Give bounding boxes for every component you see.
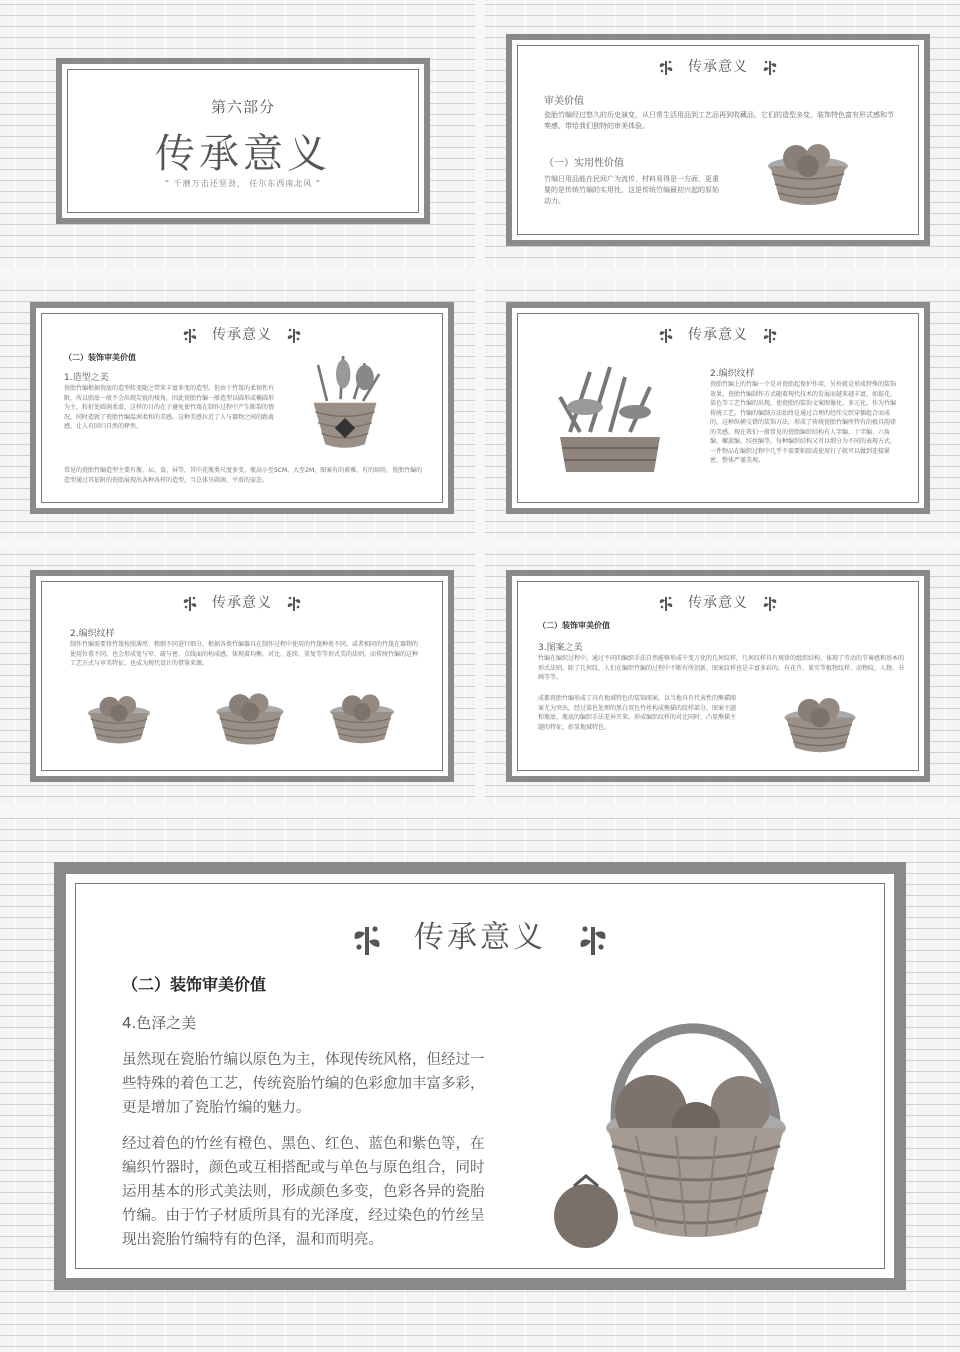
- sprig-icon: [579, 921, 607, 957]
- sprig-icon: [287, 594, 301, 612]
- slide-title: 传承意义: [212, 327, 272, 343]
- basket-illustration: [770, 682, 870, 762]
- section-heading: （二）装饰审美价值: [64, 353, 136, 362]
- subheading: 2.编织纹样: [710, 369, 755, 379]
- section-heading: （二）装饰审美价值: [538, 621, 610, 630]
- sprig-icon: [659, 58, 673, 76]
- slide-title: 传承意义: [688, 595, 748, 611]
- background-gap: [0, 804, 960, 818]
- plant-crate-illustration: [550, 362, 670, 482]
- paragraph: 竹编日用品能在民间广为流传，材料易得是一方面，更重要的是传统竹编的实用性，这是传统竹编最初兴起的原始动力。: [544, 175, 719, 205]
- basket-illustration: [74, 682, 164, 752]
- slide-shape-beauty: [30, 302, 454, 514]
- paragraph: 成都瓷胎竹编形成了具有地域特色的装饰图案，以当地具有代表性的熊猫图案尤为突出，经过染色处理的黑白双色竹丝构成熊猫的纹样部分，图案主题和瓶底、瓶底的编织手法差异开来，形成编织纹样的对比同时，凸显熊猫主题的特征，彰显地域特色。: [538, 695, 737, 731]
- slide-cover: [56, 58, 430, 224]
- slide-header: [68, 912, 892, 957]
- basket-illustration: [758, 126, 858, 216]
- slide-header: [514, 592, 922, 612]
- persimmon-basket-illustration: [546, 986, 846, 1256]
- subheading: 1.造型之美: [64, 373, 109, 383]
- heading-practical: （一）实用性价值: [544, 158, 624, 169]
- slide-header: [38, 592, 446, 612]
- slide-title: 传承意义: [688, 327, 748, 343]
- slide-title: 传承意义: [688, 59, 748, 75]
- paragraph: 常见的瓷胎竹编造型主要有瓶、坛、盒、屏等，其中花瓶类尺度多变，瓶高小至5CM，大至2M，图案有的素雅，有的缤纷。瓷胎竹编的造型通过其依附的瓷胎展现出各种各样的造型，当总体呈圆润、平滑的姿态。: [64, 467, 423, 484]
- sprig-icon: [763, 594, 777, 612]
- slide-title: 传承意义: [212, 595, 272, 611]
- subheading: 3.图案之美: [538, 643, 583, 653]
- slide-color-beauty: [54, 862, 906, 1290]
- sprig-icon: [763, 326, 777, 344]
- slide-aesthetic-value: [506, 34, 930, 246]
- slide-weaving-pattern-2: [30, 570, 454, 782]
- sprig-icon: [353, 921, 381, 957]
- cover-motto: “ 千磨万击还坚劲， 任尔东西南北风 ”: [165, 179, 321, 188]
- sprig-icon: [659, 326, 673, 344]
- heading-aesthetic: 审美价值: [544, 96, 584, 107]
- background-gap: [475, 0, 485, 804]
- slide-header: [38, 324, 446, 344]
- basket-illustration: [208, 678, 292, 754]
- sprig-icon: [183, 326, 197, 344]
- slide-title: 传承意义: [414, 920, 546, 955]
- sprig-icon: [287, 326, 301, 344]
- slide-weaving-pattern: [506, 302, 930, 514]
- basket-illustration: [322, 676, 402, 756]
- paragraph: 经过着色的竹丝有橙色、黑色、红色、蓝色和紫色等，在编织竹器时，颜色或互相搭配或与单色与原色组合，同时运用基本的形式美法则，形成颜色多变，色彩各异的瓷胎竹编。由于竹子材质所具有的光泽度，经过染色的竹丝呈现出瓷胎竹编特有的色泽，温和而明亮。: [122, 1136, 485, 1248]
- slide-header: [514, 56, 922, 76]
- paragraph: 瓷胎竹编上的竹编一个是对瓷胎起保护作用，另外就是形成特殊的装饰效果。瓷胎竹编制作方式随着现代技术的发展而越来越丰富，如提花、染色等工艺竹编的出现，使瓷胎的装饰文案图像化、多元化。作为竹编传统工艺，竹编的编制方法始终是通过合理的经纬交织穿插组合而成的，这种纵横交错的装饰方法，形成了传统瓷胎竹编所特有的极具韵律的美感。现在我们一般常见的瓷胎编织结构有人字编、十字编、六角编、螺旋编、绞丝编等，每种编织结构又可以细分为不同的表现方式，一件物品在编织过程中几乎不需要粘胶或使用钉子就可以做到连接紧密，整体严谨美观。: [710, 381, 897, 464]
- paragraph: 制作竹编需要将竹篾按照薄厚、粗细不同进行细分，根据各类竹编器具在制作过程中使用的竹篾种类不同，或者相同的竹篾在器物的使用位置不同，也会形成宽与窄、疏与密、点线面的构成感，体现着均衡、对比、连续、重复等等形式美的法则。而传统竹编的这种工艺方式与审美特征，也成为现代设计的借鉴来源。: [70, 641, 419, 667]
- section-heading: （二）装饰审美价值: [122, 975, 267, 994]
- cover-title: 传承意义: [155, 131, 331, 177]
- paragraph: 竹编在编织过程中，通过不同的编织手法自然能够形成千变万化的几何纹样，几何纹样具有规律的组织结构，体现了劳动的节奏感和基本的形式法则。除了几何纹，人们在编织竹编的过程中不断有所创新，图案纹样也是丰富多彩的，有花卉、果实等植物纹样、动物纹、人物、书画等等。: [538, 655, 905, 681]
- sprig-icon: [183, 594, 197, 612]
- subheading: 4.色泽之美: [122, 1014, 197, 1032]
- paragraph: 虽然现在瓷胎竹编以原色为主，体现传统风格，但经过一些特殊的着色工艺，传统瓷胎竹编的色彩愈加丰富多彩，更是增加了瓷胎竹编的魅力。: [122, 1052, 485, 1116]
- sprig-icon: [659, 594, 673, 612]
- paragraph: 瓷胎竹编经过悠久的历史演变，从日常生活用品到工艺品再到收藏品，它们的造型多变，装饰特色富有形式感和节奏感，带给我们独特的审美体验。: [544, 111, 894, 130]
- paragraph: 瓷胎竹编根据瓷底的造型转变随之带来丰富多变的造型。但由于竹篾的柔韧性有限，所以胎底一般不会出现尖锐的棱角，因此瓷胎竹编一般造型以圆形或椭圆形为主，转折处圆润柔滑，这样的目的在于避免使竹篾在制作过程中产生断裂的情况，同时造就了瓷胎竹编温润柔和的美感，这种美感拉近了人与器物之间的距离感，让人有回归自然的释然。: [64, 385, 275, 430]
- slide-pattern-beauty: [506, 570, 930, 782]
- section-kicker: 第六部分: [210, 98, 275, 116]
- basket-with-vegetables-illustration: [300, 346, 390, 456]
- subheading: 2.编织纹样: [70, 629, 115, 639]
- sprig-icon: [763, 58, 777, 76]
- slide-header: [514, 324, 922, 344]
